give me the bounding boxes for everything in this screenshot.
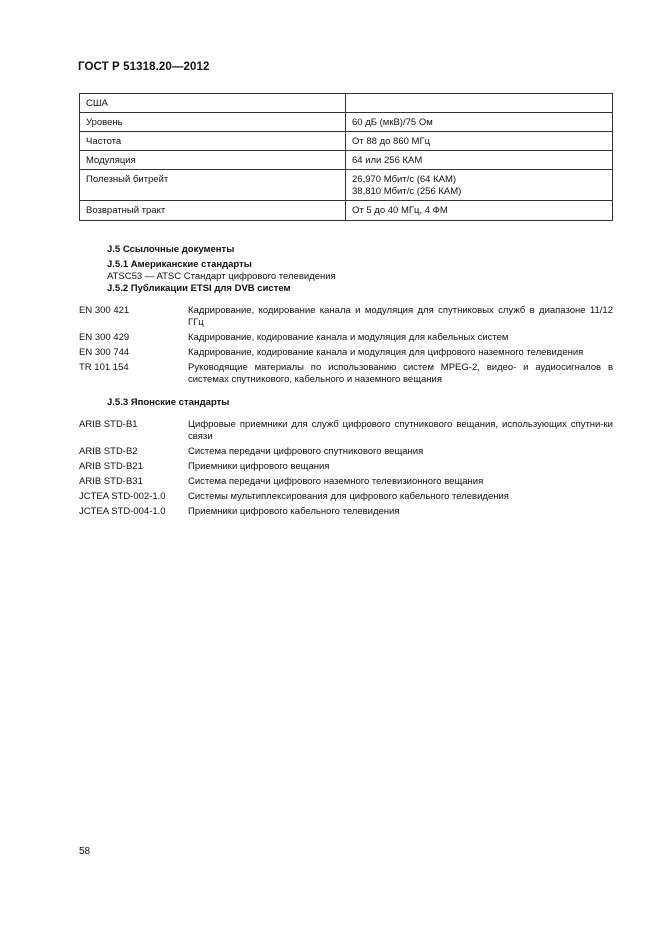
ref-code: TR 101 154	[79, 362, 129, 373]
ref-code: ARIB STD-B31	[79, 476, 143, 487]
ref-code: ARIB STD-B2	[79, 446, 138, 457]
section-j51-text: ATSC53 — ATSC Стандарт цифрового телевидения	[107, 271, 336, 282]
list-item	[79, 305, 613, 329]
table-row	[80, 132, 613, 151]
row-value	[346, 94, 613, 113]
row-label: США	[80, 94, 346, 113]
list-item	[79, 419, 613, 443]
section-j52-title: J.5.2 Публикации ETSI для DVB систем	[107, 283, 291, 294]
ref-desc: Кадрирование, кодирование канала и модуляция для цифрового наземного телевидения	[188, 347, 584, 358]
ref-code: JCTEA STD-002-1.0	[79, 491, 166, 502]
japan-ref-list	[79, 419, 613, 521]
list-item	[79, 476, 613, 488]
ref-code: ARIB STD-B1	[79, 419, 138, 430]
row-label: Частота	[80, 132, 346, 151]
section-j5-title: J.5 Ссылочные документы	[107, 244, 235, 255]
table-row	[80, 201, 613, 221]
spec-table	[79, 93, 613, 221]
list-item	[79, 461, 613, 473]
document-header: ГОСТ Р 51318.20—2012	[78, 61, 210, 73]
ref-code: JCTEA STD-004-1.0	[79, 506, 166, 517]
table-row	[80, 170, 613, 201]
ref-code: EN 300 421	[79, 305, 130, 316]
row-label: Полезный битрейт	[80, 170, 346, 201]
row-label: Уровень	[80, 113, 346, 132]
etsi-ref-list	[79, 305, 613, 389]
row-value: 60 дБ (мкВ)/75 Ом	[346, 113, 613, 132]
ref-code: EN 300 744	[79, 347, 130, 358]
value-line: 26,970 Мбит/с (64 КАМ)	[352, 174, 457, 185]
table-row	[80, 113, 613, 132]
list-item	[79, 506, 613, 518]
list-item	[79, 332, 613, 344]
row-label: Модуляция	[80, 151, 346, 170]
list-item	[79, 446, 613, 458]
page-number: 58	[79, 846, 91, 857]
section-j51-title: J.5.1 Американские стандарты	[107, 259, 252, 270]
ref-code: EN 300 429	[79, 332, 130, 343]
ref-desc: Системы мультиплексирования для цифрового кабельного телевидения	[188, 491, 509, 502]
row-value	[346, 170, 613, 201]
row-label: Возвратный тракт	[80, 201, 346, 221]
ref-desc: Руководящие материалы по использованию систем MPEG-2, видео- и аудиосигналов в системах спутникового, кабельного и наземного вещания	[188, 362, 613, 385]
ref-desc: Приемники цифрового кабельного телевидения	[188, 506, 400, 517]
ref-desc: Цифровые приемники для служб цифрового спутникового вещания, использующих спутни-ки связи	[188, 419, 613, 442]
row-value: От 5 до 40 МГц, 4 ФМ	[346, 201, 613, 221]
ref-desc: Система передачи цифрового спутникового вещания	[188, 446, 424, 457]
table-row	[80, 94, 613, 113]
ref-desc: Кадрирование, кодирование канала и модуляция для спутниковых служб в диапазоне 11/12 ГГц	[188, 305, 613, 328]
list-item	[79, 347, 613, 359]
ref-desc: Кадрирование, кодирование канала и модуляция для кабельных систем	[188, 332, 509, 343]
table-row	[80, 151, 613, 170]
ref-desc: Система передачи цифрового наземного телевизионного вещания	[188, 476, 484, 487]
value-line: 38,810 Мбит/с (256 КАМ)	[352, 186, 462, 197]
row-value: 64 или 256 КАМ	[346, 151, 613, 170]
row-value: От 88 до 860 МГц	[346, 132, 613, 151]
list-item	[79, 362, 613, 386]
list-item	[79, 491, 613, 503]
ref-desc: Приемники цифрового вещания	[188, 461, 330, 472]
section-j53-title: J.5.3 Японские стандарты	[107, 397, 230, 408]
ref-code: ARIB STD-B21	[79, 461, 143, 472]
